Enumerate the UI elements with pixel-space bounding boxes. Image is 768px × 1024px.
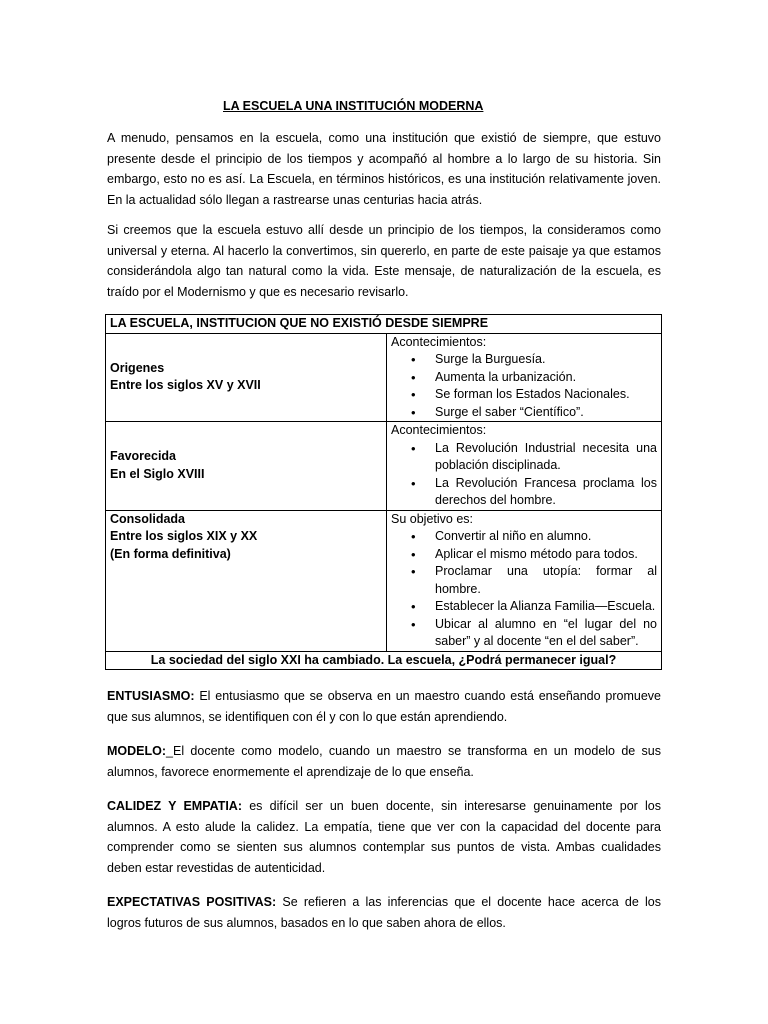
- objectives-cell: [387, 510, 662, 651]
- intro-paragraph: A menudo, pensamos en la escuela, como una institución que existió de siempre, que estuvo presente desde el principio de los tiempos y acompañó al hombre a lo largo de su historia. Sin embargo, esto no es así. La Escuela, en términos históricos, es una institución relativamente joven. En la actualidad sólo llegan a rastrearse unas centurias hacia atrás.: [107, 131, 661, 207]
- list-item: • Proclamar una utopía: formar al hombre.: [411, 564, 657, 596]
- definition-expectativas: [107, 892, 661, 933]
- list-item: • Aplicar el mismo método para todos.: [411, 546, 638, 562]
- definition-term: EXPECTATIVAS POSITIVAS:: [107, 895, 277, 909]
- bullet-icon: •: [411, 387, 416, 402]
- definition-entusiasmo: [107, 686, 661, 727]
- table-header-row: [106, 315, 662, 334]
- bullet-icon: •: [411, 616, 416, 632]
- bullet-icon: •: [411, 440, 416, 456]
- second-paragraph: Si creemos que la escuela estuvo allí desde un principio de los tiempos, la consideramos como universal y eterna. Al hacerlo la convertimos, sin quererlo, en parte de este paisaje ya que estamos considerándola algo tan natural como la vida. Este mensaje, de naturalización de la escuela, es traído por el Modernismo y que es necesario revisarlo.: [107, 223, 661, 299]
- school-history-table: [105, 314, 662, 670]
- document-body: [107, 96, 661, 947]
- events-heading: Acontecimientos:: [391, 423, 487, 437]
- bullet-icon: •: [411, 564, 416, 579]
- period-dates: En el Siglo XVIII: [110, 466, 205, 481]
- table-row: [106, 422, 662, 511]
- table-footer: La sociedad del siglo XXI ha cambiado. La escuela, ¿Podrá permanecer igual?: [106, 651, 662, 670]
- definition-text: _El docente como modelo, cuando un maestro se transforma en un modelo de sus alumnos, favorece enormemente el aprendizaje de lo que enseña.: [107, 744, 661, 779]
- list-item: • La Revolución Industrial necesita una población disciplinada.: [411, 440, 657, 472]
- table-row: [106, 333, 662, 422]
- list-item: • Ubicar al alumno en “el lugar del no saber” y al docente “en el del saber”.: [411, 616, 657, 648]
- period-name: Consolidada: [110, 511, 186, 526]
- period-dates: Entre los siglos XV y XVII: [110, 378, 261, 393]
- definition-calidez: [107, 796, 661, 878]
- document-title: LA ESCUELA UNA INSTITUCIÓN MODERNA: [223, 99, 484, 113]
- list-item: • Aumenta la urbanización.: [411, 369, 577, 385]
- list-item: • Establecer la Alianza Familia—Escuela.: [411, 599, 656, 614]
- list-item: • Surge la Burguesía.: [411, 352, 546, 367]
- bullet-icon: •: [411, 599, 416, 614]
- period-dates: Entre los siglos XIX y XX: [110, 529, 258, 543]
- definition-text: Se refieren a las inferencias que el docente hace acerca de los logros futuros de sus alumnos, basados en lo que saben ahora de ellos.: [107, 895, 661, 930]
- definition-text: El entusiasmo que se observa en un maestro cuando está enseñando promueve que sus alumnos, se identifiquen con él y con lo que están aprendiendo.: [107, 689, 661, 724]
- events-cell: [387, 422, 662, 511]
- bullet-icon: •: [411, 352, 416, 367]
- objectives-list: [391, 528, 657, 651]
- bullet-icon: •: [411, 369, 416, 385]
- definition-term: ENTUSIASMO:: [107, 689, 195, 703]
- bullet-icon: •: [411, 546, 416, 562]
- definition-modelo: [107, 741, 661, 782]
- list-item: • La Revolución Francesa proclama los derechos del hombre.: [411, 475, 657, 507]
- bullet-icon: •: [411, 529, 416, 544]
- table-header: LA ESCUELA, INSTITUCION QUE NO EXISTIÓ DESDE SIEMPRE: [106, 315, 662, 334]
- events-cell: [387, 333, 662, 422]
- definition-term: CALIDEZ Y EMPATIA:: [107, 799, 243, 813]
- list-item: • Convertir al niño en alumno.: [411, 529, 592, 544]
- table-row: [106, 510, 662, 651]
- period-name: Origenes: [110, 360, 165, 375]
- list-item: • Surge el saber “Científico”.: [411, 404, 584, 420]
- objectives-heading: Su objetivo es:: [391, 511, 473, 526]
- bullet-icon: •: [411, 475, 416, 491]
- bullet-icon: •: [411, 404, 416, 420]
- list-item: • Se forman los Estados Nacionales.: [411, 387, 630, 402]
- events-heading: Acontecimientos:: [391, 334, 487, 349]
- period-cell: [106, 333, 387, 422]
- events-list: [391, 351, 657, 421]
- events-list: [391, 440, 657, 510]
- period-note: (En forma definitiva): [110, 546, 231, 561]
- period-cell: [106, 422, 387, 511]
- period-cell: [106, 510, 387, 651]
- period-name: Favorecida: [110, 449, 177, 464]
- table-footer-row: [106, 651, 662, 670]
- definition-text: es difícil ser un buen docente, sin interesarse genuinamente por los alumnos. A esto alude la calidez. La empatía, tiene que ver con la capacidad del docente para comprender como se sienten sus alumnos contemplar sus puntos de vista. Ambas cualidades deben estar revestidas de autenticidad.: [107, 799, 661, 875]
- definition-term: MODELO:: [107, 744, 167, 758]
